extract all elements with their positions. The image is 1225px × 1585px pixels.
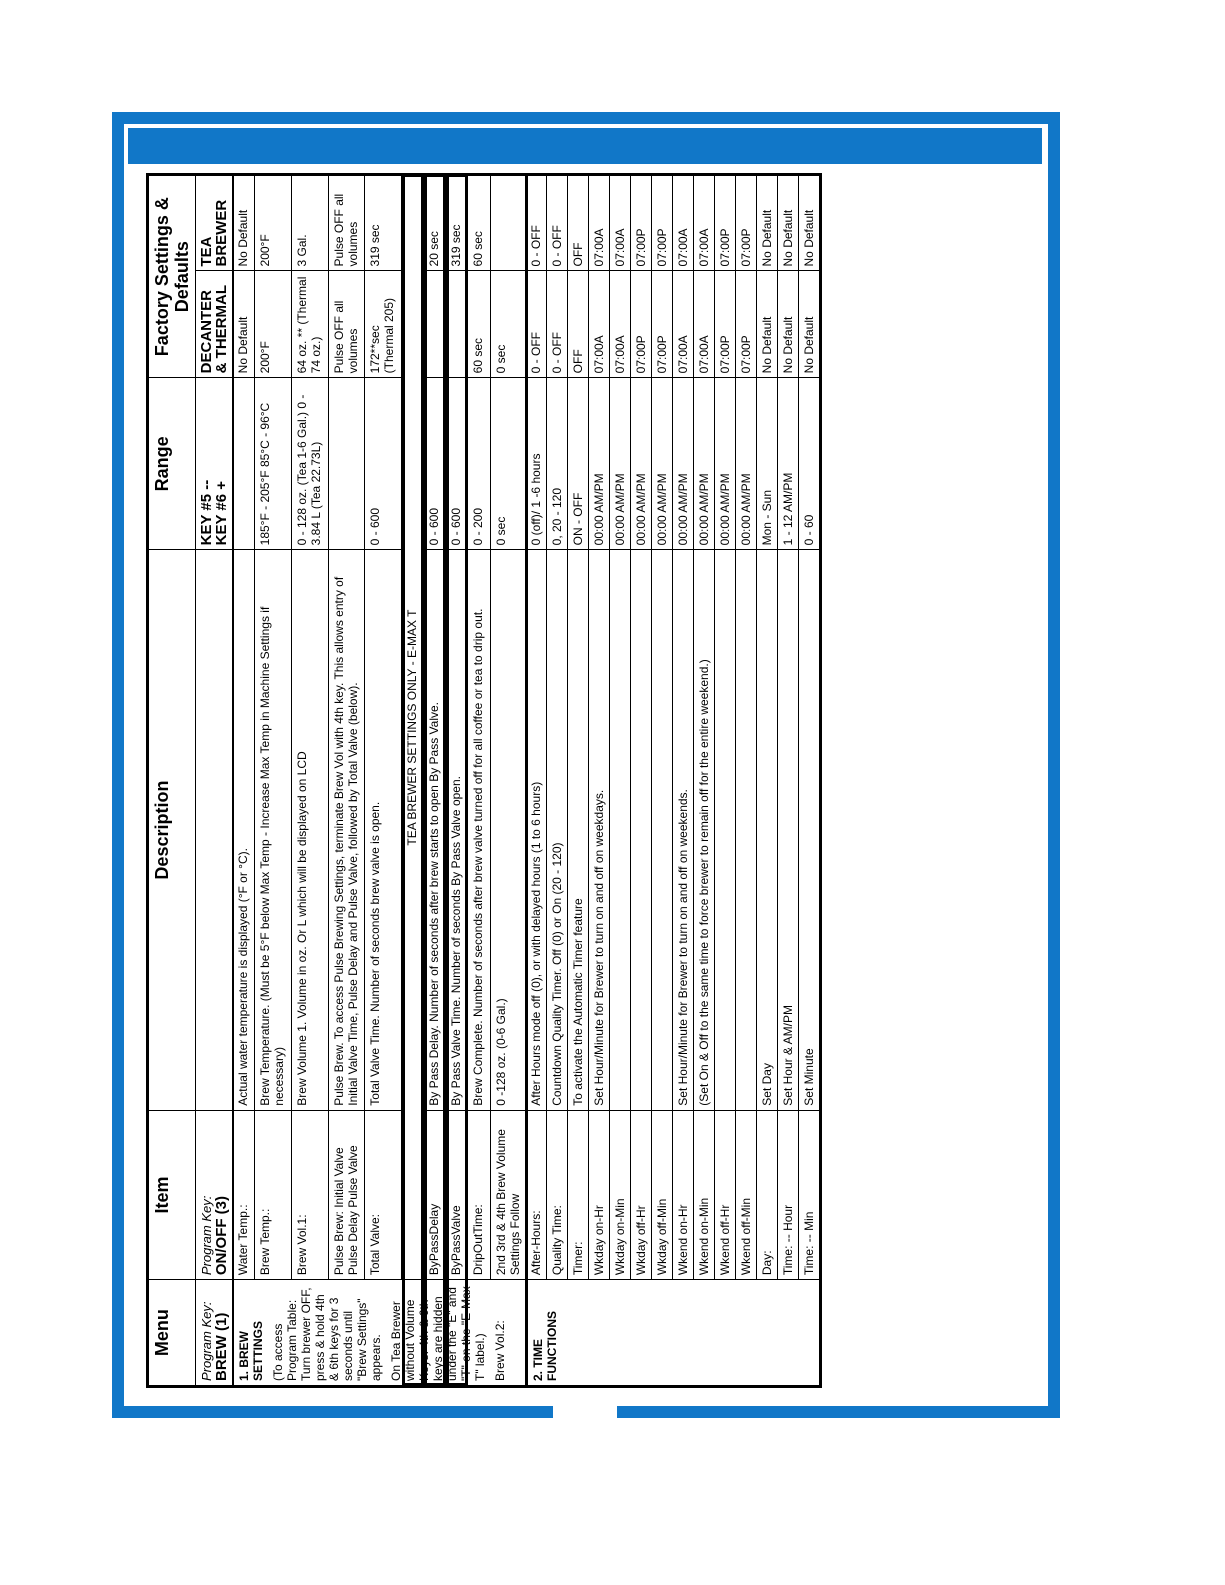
table-row xyxy=(610,175,631,1387)
tea-value: No Default xyxy=(233,175,255,271)
description-cell: After Hours mode off (0), or with delayed hours (1 to 6 hours) xyxy=(526,550,547,1110)
description-cell: Brew Complete. Number of seconds after brew valve turned off for all coffee or tea to drip out. xyxy=(468,550,490,1110)
range-cell: 00:00 AM/PM xyxy=(715,378,736,550)
tea-value: 200°F xyxy=(255,175,292,271)
range-cell: 00:00 AM/PM xyxy=(631,378,652,550)
table-row xyxy=(652,175,673,1387)
range-cell: 0 - 600 xyxy=(424,378,446,550)
decanter-value: 07:00P xyxy=(715,271,736,378)
tea-value: 07:00A xyxy=(589,175,610,271)
tea-value: No Default xyxy=(799,175,821,271)
table-row xyxy=(291,175,328,1387)
description-cell xyxy=(610,550,631,1110)
item-cell: DripOutTime: xyxy=(468,1110,490,1279)
range-cell: 0 -128 oz. (0-6 Gal.) xyxy=(490,550,526,1110)
tea-value: OFF xyxy=(568,175,589,271)
range-cell: 0 (off)/ 1 -6 hours xyxy=(526,378,547,550)
table-row xyxy=(778,175,799,1387)
decanter-header: DECANTER & THERMAL xyxy=(196,271,234,378)
menu-time-functions: 2. TIME FUNCTIONS xyxy=(526,1280,821,1387)
item-cell: Wkend on-Min xyxy=(694,1110,715,1279)
range-cell: 185°F - 205°F 85°C - 96°C xyxy=(255,378,292,550)
range-cell: 00:00 AM/PM xyxy=(673,378,694,550)
description-cell: Total Valve Time. Number of seconds brew valve is open. xyxy=(365,550,402,1110)
frame-gap xyxy=(553,1405,617,1421)
item-cell: Timer: xyxy=(568,1110,589,1279)
item-cell: ByPassValve xyxy=(446,1110,468,1279)
header-description: Description xyxy=(148,550,196,1110)
item-cell: Pulse Brew: Initial Valve Pulse Delay Pulse Valve xyxy=(328,1110,365,1279)
description-cell: Brew Temperature. (Must be 5°F below Max Temp - Increase Max Temp in Machine Settings if necessary) xyxy=(255,550,292,1110)
table-row xyxy=(446,175,468,1387)
range-cell: Mon - Sun xyxy=(757,378,778,550)
decanter-value: OFF xyxy=(568,271,589,378)
range-cell: 00:00 AM/PM xyxy=(736,378,757,550)
table-row xyxy=(233,175,255,1387)
description-cell: 2nd 3rd & 4th Brew Volume Settings Follow xyxy=(490,1110,526,1279)
decanter-value: 07:00A xyxy=(673,271,694,378)
program-table xyxy=(146,173,822,1388)
decanter-value: 60 sec xyxy=(468,271,490,378)
item-cell: Time: -- Min xyxy=(799,1110,821,1279)
description-cell: By Pass Valve Time. Number of seconds By Pass Valve open. xyxy=(446,550,468,1110)
table-row xyxy=(424,175,446,1387)
decanter-value: 07:00A xyxy=(610,271,631,378)
decanter-value: 0 - OFF xyxy=(526,271,547,378)
item-cell: Water Temp.: xyxy=(233,1110,255,1279)
item-cell: Wkday off-Hr xyxy=(631,1110,652,1279)
description-cell: Set Hour & AM/PM xyxy=(778,550,799,1110)
range-cell: 00:00 AM/PM xyxy=(610,378,631,550)
decanter-value: 200°F xyxy=(255,271,292,378)
item-cell: Brew Temp.: xyxy=(255,1110,292,1279)
item-cell: Wkday off-Min xyxy=(652,1110,673,1279)
table-row xyxy=(673,175,694,1387)
range-cell: 1 - 12 AM/PM xyxy=(778,378,799,550)
table-row xyxy=(715,175,736,1387)
header-item: Item xyxy=(148,1110,196,1279)
tea-value: Pulse OFF all volumes xyxy=(328,175,365,271)
table-row xyxy=(526,175,547,1387)
range-cell: 0, 20 - 120 xyxy=(547,378,568,550)
item-cell: Wkend off-Min xyxy=(736,1110,757,1279)
decanter-value: 07:00P xyxy=(652,271,673,378)
item-cell: After-Hours: xyxy=(526,1110,547,1279)
item-cell: Wkday on-Min xyxy=(610,1110,631,1279)
decanter-value: 0 - OFF xyxy=(547,271,568,378)
tea-value: 07:00A xyxy=(673,175,694,271)
tea-settings-header-row xyxy=(402,175,424,1387)
tea-value: No Default xyxy=(778,175,799,271)
tea-value: 07:00A xyxy=(694,175,715,271)
range-cell: 00:00 AM/PM xyxy=(652,378,673,550)
item-cell: Wkend off-Hr xyxy=(715,1110,736,1279)
table-row xyxy=(328,175,365,1387)
item-cell: Time: -- Hour xyxy=(778,1110,799,1279)
decanter-value xyxy=(446,271,468,378)
tea-value: 319 sec xyxy=(446,175,468,271)
description-cell: Set Hour/Minute for Brewer to turn on and off on weekends. xyxy=(673,550,694,1110)
tea-value: No Default xyxy=(757,175,778,271)
range-cell: ON - OFF xyxy=(568,378,589,550)
tea-value: 319 sec xyxy=(365,175,402,271)
table-row xyxy=(799,175,821,1387)
tea-value: 60 sec xyxy=(468,175,490,271)
item-cell: Total Valve: xyxy=(365,1110,402,1279)
description-cell: Actual water temperature is displayed (°F or °C). xyxy=(233,550,255,1110)
description-cell: To activate the Automatic Timer feature xyxy=(568,550,589,1110)
table-row xyxy=(589,175,610,1387)
table-row xyxy=(255,175,292,1387)
table-row xyxy=(365,175,402,1387)
table-row xyxy=(736,175,757,1387)
decanter-value: 07:00A xyxy=(589,271,610,378)
tea-value: 0 sec xyxy=(490,271,526,378)
tea-value: 0 - OFF xyxy=(526,175,547,271)
table-row xyxy=(694,175,715,1387)
header-menu: Menu xyxy=(148,1280,196,1387)
range-cell: 00:00 AM/PM xyxy=(694,378,715,550)
description-cell: Set Minute xyxy=(799,550,821,1110)
tea-value: 0 - OFF xyxy=(547,175,568,271)
description-subheader xyxy=(196,550,234,1110)
range-cell: 0 - 60 xyxy=(799,378,821,550)
table-row xyxy=(468,175,490,1387)
decanter-value: No Default xyxy=(799,271,821,378)
tea-value: 07:00P xyxy=(652,175,673,271)
description-cell: Brew Volume 1. Volume in oz. Or L which will be displayed on LCD xyxy=(291,550,328,1110)
range-cell: 00:00 AM/PM xyxy=(589,378,610,550)
description-cell: Set Day xyxy=(757,550,778,1110)
table-row xyxy=(568,175,589,1387)
tea-value: 07:00A xyxy=(610,175,631,271)
description-cell: By Pass Delay. Number of seconds after brew starts to open By Pass Valve. xyxy=(424,550,446,1110)
range-cell: 0 - 128 oz. (Tea 1-6 Gal.) 0 - 3.84 L (Tea 22.73L) xyxy=(291,378,328,550)
tea-value: 3 Gal. xyxy=(291,175,328,271)
description-cell xyxy=(631,550,652,1110)
table-row xyxy=(547,175,568,1387)
table-row xyxy=(490,175,526,1387)
description-cell xyxy=(715,550,736,1110)
range-cell: 0 - 200 xyxy=(468,378,490,550)
decanter-value: No Default xyxy=(778,271,799,378)
decanter-value: No Default xyxy=(233,271,255,378)
decanter-value: 172**sec (Thermal 205) xyxy=(365,271,402,378)
item-cell: Brew Vol.1: xyxy=(291,1110,328,1279)
decanter-value: 07:00P xyxy=(631,271,652,378)
decanter-value: Pulse OFF all volumes xyxy=(328,271,365,378)
tea-settings-header: TEA BREWER SETTINGS ONLY - E-MAX T xyxy=(402,175,424,1280)
program-table-rotated xyxy=(146,173,1031,1388)
decanter-value: 64 oz. ** (Thermal 74 oz.) xyxy=(291,271,328,378)
decanter-value: No Default xyxy=(757,271,778,378)
description-cell xyxy=(736,550,757,1110)
description-cell: (Set On & Off to the same time to force brewer to remain off for the entire weekend.) xyxy=(694,550,715,1110)
range-keys: KEY #5 -- KEY #6 + xyxy=(196,378,234,550)
range-cell xyxy=(328,378,365,550)
description-cell xyxy=(652,550,673,1110)
decanter-value: 0 sec xyxy=(490,378,526,550)
range-cell: 0 - 600 xyxy=(365,378,402,550)
item-cell: Quality Time: xyxy=(547,1110,568,1279)
item-cell: Brew Vol.2: xyxy=(490,1280,526,1387)
decanter-value: 07:00A xyxy=(694,271,715,378)
tea-header: TEA BREWER xyxy=(196,175,234,271)
decanter-value xyxy=(424,271,446,378)
tea-value: 20 sec xyxy=(424,175,446,271)
menu-program-key: Program Key: BREW (1) xyxy=(196,1280,234,1387)
tea-value: 07:00P xyxy=(715,175,736,271)
header-bar xyxy=(128,128,1042,164)
item-cell: Wkend on-Hr xyxy=(673,1110,694,1279)
item-cell: Day: xyxy=(757,1110,778,1279)
tea-value: 07:00P xyxy=(736,175,757,271)
decanter-value: 07:00P xyxy=(736,271,757,378)
range-cell xyxy=(233,378,255,550)
menu-brew-settings: 1. BREW SETTINGS (To access Program Table: Turn brewer OFF, press & hold 4th & 6th keys for 3 seconds until "Brew Settings" appears. On Tea Brewer without Volume Keys: 4th & 6th keys are hidden under the "E" and "T" on the "E-Max T" label.) xyxy=(233,1280,490,1387)
header-range: Range xyxy=(148,378,196,550)
table-row xyxy=(631,175,652,1387)
header-factory: Factory Settings & Defaults xyxy=(148,175,196,378)
range-cell: 0 - 600 xyxy=(446,378,468,550)
description-cell: Set Hour/Minute for Brewer to turn on and off on weekdays. xyxy=(589,550,610,1110)
table-row xyxy=(757,175,778,1387)
item-cell: Wkday on-Hr xyxy=(589,1110,610,1279)
item-cell: ByPassDelay xyxy=(424,1110,446,1279)
description-cell: Pulse Brew. To access Pulse Brewing Settings, terminate Brew Vol with 4th key. This allows entry of Initial Valve Time, Pulse Delay and Pulse Valve, followed by Total Valve (below). xyxy=(328,550,365,1110)
description-cell: Countdown Quality Timer. Off (0) or On (20 - 120) xyxy=(547,550,568,1110)
item-program-key: Program Key: ON/OFF (3) xyxy=(196,1110,234,1279)
tea-value: 07:00P xyxy=(631,175,652,271)
